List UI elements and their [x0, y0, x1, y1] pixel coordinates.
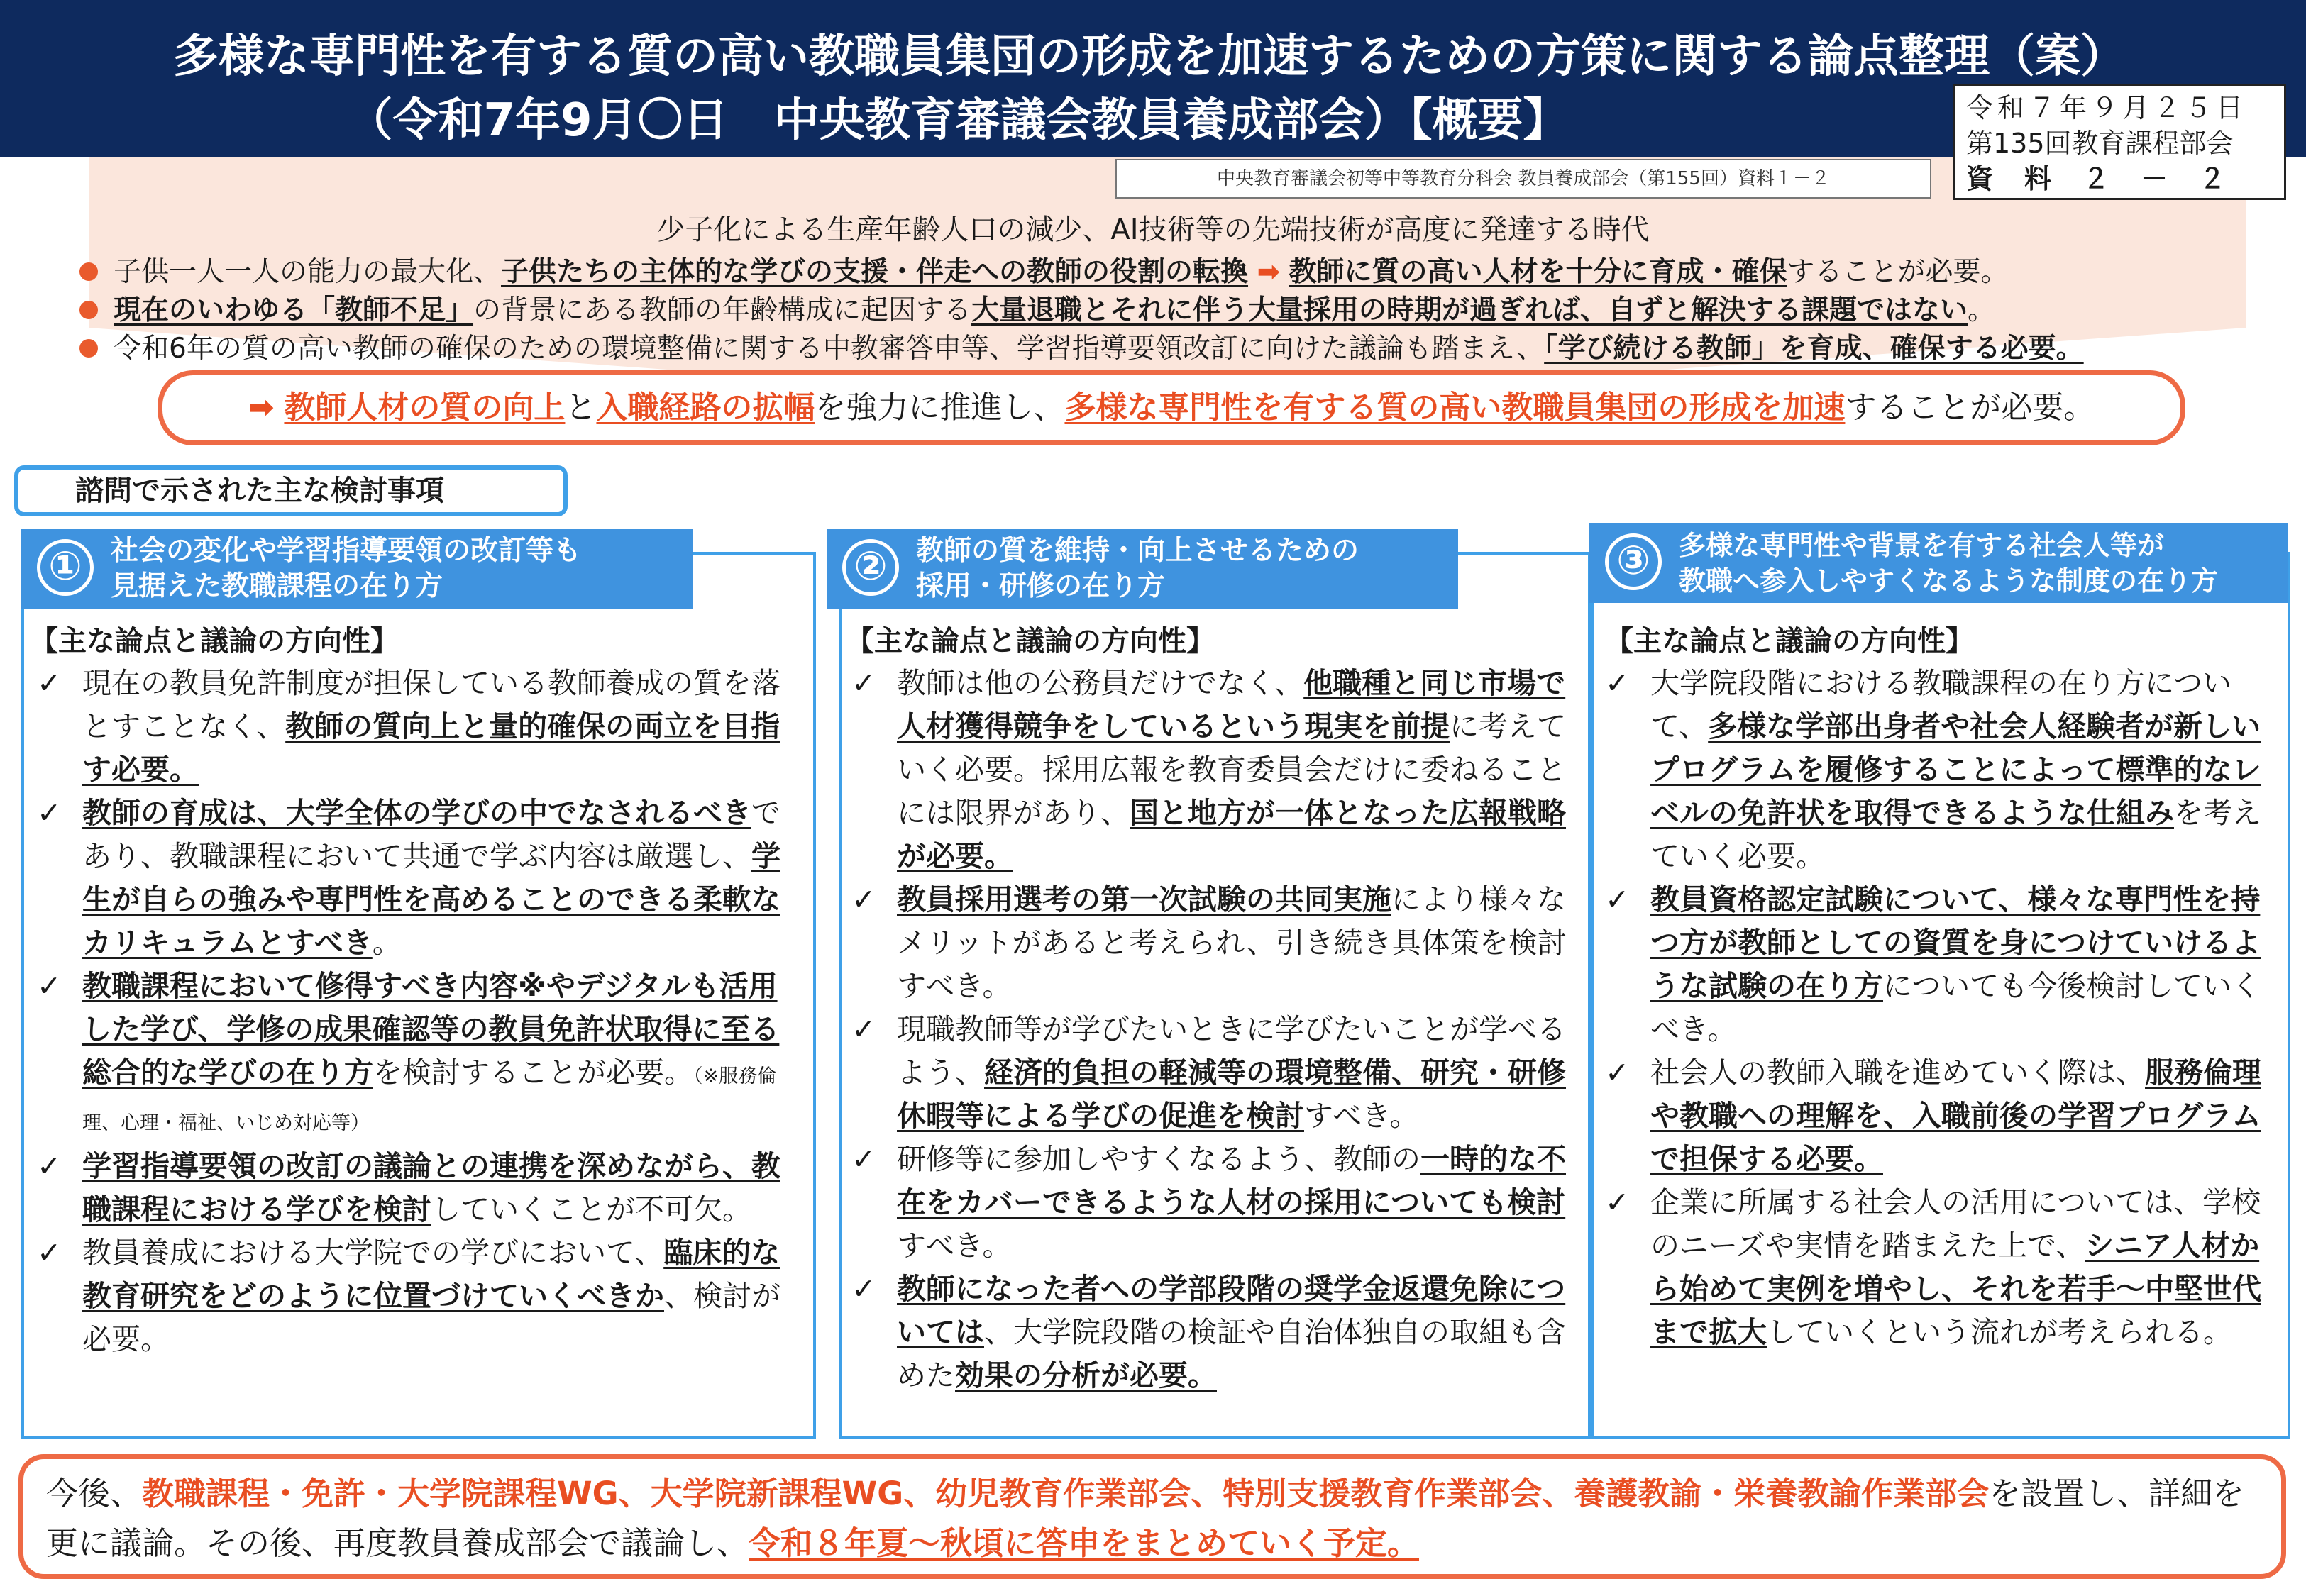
list-item: ✓ 教員資格認定試験について、様々な専門性を持つ方が教師としての資質を身につけていけるような試験の在り方についても今後検討していくべき。: [1605, 878, 2278, 1051]
column-3-subheading: 【主な論点と議論の方向性】: [1605, 625, 1974, 658]
right-arrow-icon: ➡: [248, 389, 275, 426]
check-icon: ✓: [1605, 882, 1630, 916]
check-icon: ✓: [37, 1236, 62, 1270]
column-1-header: ① 社会の変化や学習指導要領の改訂等も 見据えた教職課程の在り方: [21, 529, 693, 609]
intro-bullet-1: 子供一人一人の能力の最大化、子供たちの主体的な学びの支援・伴走への教師の役割の転換 ➡ 教師に質の高い人材を十分に育成・確保することが必要。: [79, 250, 2009, 289]
column-2-list: [851, 662, 1579, 1397]
bullet-dot-icon: [79, 301, 98, 319]
list-item: ✓ 現職教師等が学びたいときに学びたいことが学べるよう、経済的負担の軽減等の環境整備、研究・研修休暇等による学びの促進を検討すべき。: [851, 1008, 1579, 1138]
list-item: ✓ 大学院段階における教職課程の在り方について、多様な学部出身者や社会人経験者が新しいプログラムを履修することによって標準的なレベルの免許状を取得できるような仕組みを考えていく必要。: [1605, 662, 2278, 878]
footer-plan-box: 今後、教職課程・免許・大学院課程WG、大学院新課程WG、幼児教育作業部会、特別支援教育作業部会、養護教諭・栄養教諭作業部会を設置し、詳細を更に議論。その後、再度教員養成部会で議論し、令和８年夏～秋頃に答申をまとめていく予定。: [18, 1454, 2286, 1579]
meeting-name: 第135回教育課程部会: [1966, 128, 2234, 159]
document-number: 資料２－２: [1966, 163, 2258, 194]
meeting-info-box: [1953, 84, 2286, 200]
list-item: ✓ 社会人の教師入職を進めていく際は、服務倫理や教職への理解を、入職前後の学習プログラムで担保する必要。: [1605, 1051, 2278, 1181]
check-icon: ✓: [851, 882, 876, 916]
column-1-subheading: 【主な論点と議論の方向性】: [30, 625, 399, 658]
list-item: ✓ 現在の教員免許制度が担保している教師養成の質を落とすことなく、教師の質向上と量的確保の両立を目指す必要。: [37, 662, 800, 792]
intro-bullet-2: 現在のいわゆる「教師不足」の背景にある教師の年齢構成に起因する大量退職とそれに伴う大量採用の時期が過ぎれば、自ずと解決する課題ではない。: [79, 288, 1995, 328]
list-item: ✓ 研修等に参加しやすくなるよう、教師の一時的な不在をカバーできるような人材の採用についても検討すべき。: [851, 1138, 1579, 1268]
intro-heading: 少子化による生産年齢人口の減少、AI技術等の先端技術が高度に発達する時代: [656, 214, 1650, 246]
column-3-list: [1605, 662, 2278, 1354]
column-2-subheading: 【主な論点と議論の方向性】: [846, 625, 1215, 658]
list-item: ✓ 教師は他の公務員だけでなく、他職種と同じ市場で人材獲得競争をしているという現実を前提に考えていく必要。採用広報を教育委員会だけに委ねることには限界があり、国と地方が一体となった広報戦略が必要。: [851, 662, 1579, 878]
check-icon: ✓: [851, 1272, 876, 1306]
meeting-date: 令和７年９月２５日: [1966, 92, 2248, 123]
list-item: ✓ 教員採用選考の第一次試験の共同実施により様々なメリットがあると考えられ、引き続き具体策を検討すべき。: [851, 878, 1579, 1008]
check-icon: ✓: [1605, 1185, 1630, 1219]
check-icon: ✓: [37, 969, 62, 1003]
check-icon: ✓: [851, 1142, 876, 1176]
emphasis-banner: ➡ 教師人材の質の向上と入職経路の拡幅を強力に推進し、多様な専門性を有する質の高い教職員集団の形成を加速することが必要。: [158, 370, 2185, 445]
check-icon: ✓: [37, 796, 62, 830]
right-arrow-icon: ➡: [1257, 256, 1281, 288]
page-subtitle: （令和7年9月〇日 中央教育審議会教員養成部会）【概要】: [347, 94, 1569, 147]
number-1-badge: ①: [37, 539, 94, 596]
check-icon: ✓: [37, 1149, 62, 1183]
bullet-dot-icon: [79, 339, 98, 358]
check-icon: ✓: [851, 666, 876, 700]
check-icon: ✓: [1605, 1055, 1630, 1090]
check-icon: ✓: [37, 666, 62, 700]
source-label: 中央教育審議会初等中等教育分科会 教員養成部会（第155回）資料１－２: [1115, 159, 1931, 199]
list-item: ✓ 教員養成における大学院での学びにおいて、臨床的な教育研究をどのように位置づけていくべきか、検討が必要。: [37, 1231, 800, 1361]
list-item: ✓ 教師になった者への学部段階の奨学金返還免除については、大学院段階の検証や自治体独自の取組も含めた効果の分析が必要。: [851, 1268, 1579, 1397]
check-icon: ✓: [851, 1012, 876, 1046]
consult-topics-label: 諮問で示された主な検討事項: [14, 465, 568, 516]
list-item: ✓ 学習指導要領の改訂の議論との連携を深めながら、教職課程における学びを検討していくことが不可欠。: [37, 1145, 800, 1231]
list-item: ✓ 教職課程において修得すべき内容※やデジタルも活用した学び、学修の成果確認等の教員免許状取得に至る総合的な学びの在り方を検討することが必要。（※服務倫理、心理・福祉、いじめ対応等）: [37, 965, 800, 1145]
column-1-list: [37, 662, 800, 1361]
bullet-dot-icon: [79, 262, 98, 281]
number-3-badge: ③: [1605, 533, 1662, 590]
list-item: ✓ 教師の育成は、大学全体の学びの中でなされるべきであり、教職課程において共通で学ぶ内容は厳選し、学生が自らの強みや専門性を高めることのできる柔軟なカリキュラムとすべき。: [37, 792, 800, 965]
intro-bullet-3: 令和6年の質の高い教師の確保のための環境整備に関する中教審答申等、学習指導要領改訂に向けた議論も踏まえ、「学び続ける教師」を育成、確保する必要。: [79, 326, 2084, 366]
page-title: 多様な専門性を有する質の高い教職員集団の形成を加速するための方策に関する論点整理（案）: [173, 31, 2126, 83]
check-icon: ✓: [1605, 666, 1630, 700]
column-3-header: ③ 多様な専門性や背景を有する社会人等が 教職へ参入しやすくなるような制度の在り方: [1589, 523, 2288, 603]
list-item: ✓ 企業に所属する社会人の活用については、学校のニーズや実情を踏まえた上で、シニア人材から始めて実例を増やし、それを若手～中堅世代まで拡大していくという流れが考えられる。: [1605, 1181, 2278, 1354]
column-2-header: ② 教師の質を維持・向上させるための 採用・研修の在り方: [827, 529, 1458, 609]
number-2-badge: ②: [842, 539, 899, 596]
